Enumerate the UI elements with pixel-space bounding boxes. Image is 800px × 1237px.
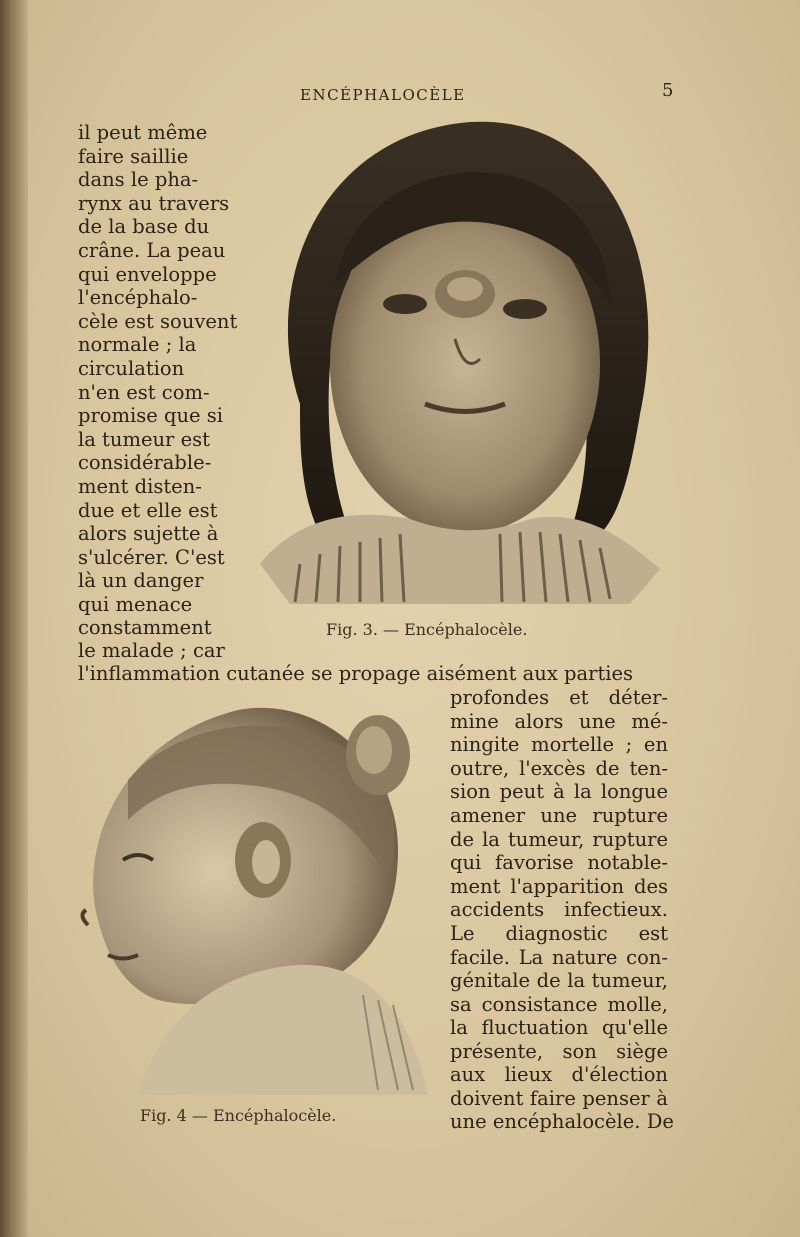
text-line: promise que si [78,404,224,427]
text-line: dans le pha- [78,168,199,191]
figure-4-photo [78,700,438,1100]
text-line: s'ulcérer. C'est [78,546,225,569]
text-line: cèle est souvent [78,310,238,333]
text-line: due et elle est [78,499,218,522]
figure-3-photo [240,114,660,614]
figure-4-caption: Fig. 4 — Encéphalocèle. [140,1106,337,1125]
text-line: la fluctuation qu'elle [450,1016,668,1039]
text-line: ment l'apparition des [450,875,668,898]
text-line-full-width: l'inflammation cutanée se propage aisément aux parties [78,662,634,685]
text-line: aux lieux d'élection [450,1063,668,1086]
text-line: ningite mortelle ; en [450,733,668,756]
text-line: de la tumeur, rupture [450,828,668,851]
text-line: qui enveloppe [78,263,217,286]
text-line: sion peut à la longue [450,780,668,803]
figure-3-caption: Fig. 3. — Encéphalocèle. [326,620,528,639]
text-line: amener une rupture [450,804,668,827]
text-line: présente, son siège [450,1040,668,1063]
text-line: faire saillie [78,145,189,168]
text-line: génitale de la tumeur, [450,969,668,992]
text-line: outre, l'excès de ten- [450,757,668,780]
text-line: l'encéphalo- [78,286,198,309]
text-line: mine alors une mé- [450,710,668,733]
text-line: normale ; la [78,333,197,356]
text-line: Le diagnostic est [450,922,668,945]
text-line: crâne. La peau [78,239,226,262]
text-line: sa consistance molle, [450,993,668,1016]
text-line: qui favorise notable- [450,851,668,874]
text-line: qui menace [78,593,193,616]
text-line: rynx au travers [78,192,230,215]
text-line: le malade ; car [78,639,225,662]
text-line: facile. La nature con- [450,946,668,969]
text-line: n'en est com- [78,381,210,404]
text-line: une encéphalocèle. De [450,1110,674,1133]
text-line: là un danger [78,569,204,592]
text-line: constamment [78,616,212,639]
running-head: ENCÉPHALOCÈLE [300,86,466,104]
text-line: alors sujette à [78,522,219,545]
text-line: profondes et déter- [450,686,668,709]
page-header [0,80,800,108]
text-line: circulation [78,357,185,380]
text-line: accidents infectieux. [450,898,668,921]
text-line: considérable- [78,451,212,474]
text-line: il peut même [78,121,208,144]
page-number: 5 [662,80,674,101]
book-spine [0,0,28,1237]
text-line: ment disten- [78,475,202,498]
text-line: de la base du [78,215,210,238]
text-line: doivent faire penser à [450,1087,668,1110]
text-line: la tumeur est [78,428,210,451]
